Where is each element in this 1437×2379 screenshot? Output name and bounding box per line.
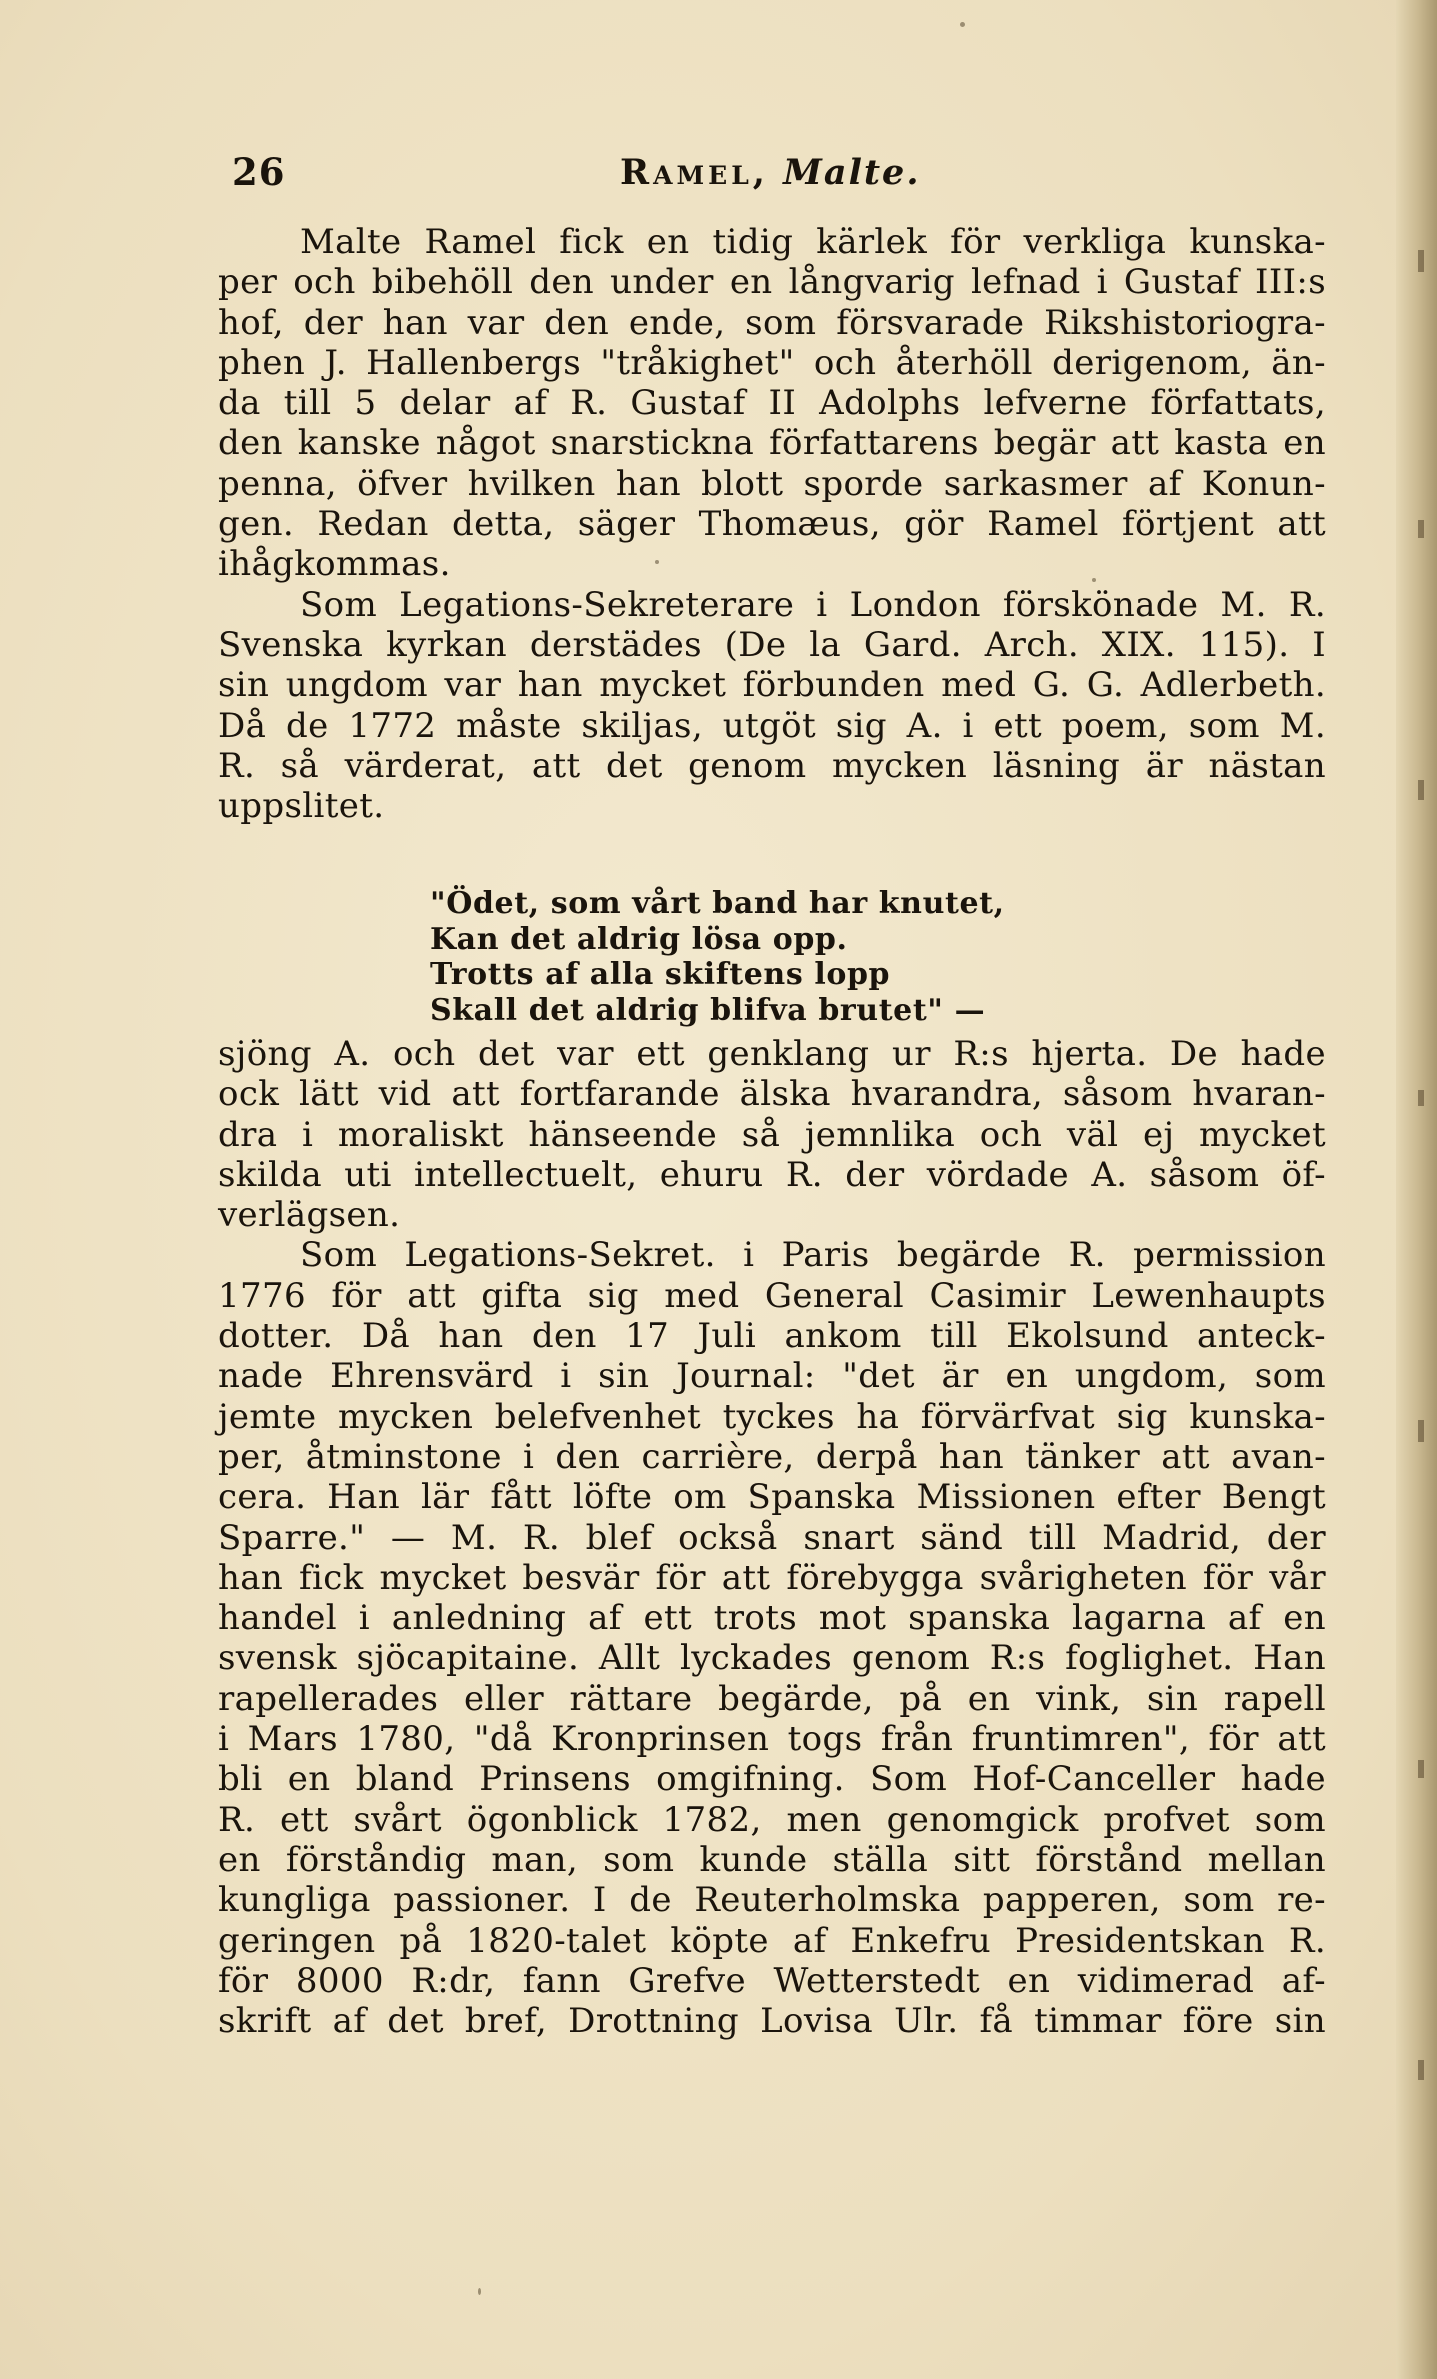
paper-speck [960,22,965,27]
text-line: en förståndig man, som kunde ställa sitt förstånd mellan [218,1839,1326,1880]
text-line: geringen på 1820-talet köpte af Enkefru Presidentskan R. [218,1920,1326,1961]
edge-mark [1418,2060,1424,2080]
text-line: han fick mycket besvär för att förebygga svårigheten för vår [218,1557,1326,1598]
text-line: phen J. Hallenbergs "tråkighet" och återhöll derigenom, än- [218,342,1326,383]
text-line: Då de 1772 måste skiljas, utgöt sig A. i ett poem, som M. [218,705,1326,746]
running-head-surname: Ramel, [620,152,769,193]
body-text-lower [218,1034,1326,2041]
text-line: ihågkommas. [218,544,451,585]
text-line: jemte mycken belefvenhet tyckes ha förvärfvat sig kunska- [218,1396,1326,1437]
text-line: den kanske något snarstickna författarens begär att kasta en [218,423,1326,464]
verse-line: Kan det aldrig lösa opp. [430,921,848,957]
page-number: 26 [232,150,286,194]
text-line: 1776 för att gifta sig med General Casimir Lewenhaupts [218,1275,1326,1316]
text-line: cera. Han lär fått löfte om Spanska Missionen efter Bengt [218,1477,1326,1518]
text-line: handel i anledning af ett trots mot spanska lagarna af en [218,1598,1326,1639]
text-line: Svenska kyrkan derstädes (De la Gard. Arch. XIX. 115). I [218,624,1326,665]
verse-line: Trotts af alla skiftens lopp [430,957,891,992]
text-line: verlägsen. [218,1195,401,1236]
text-line: ock lätt vid att fortfarande älska hvarandra, såsom hvaran- [218,1074,1326,1115]
edge-mark [1418,1420,1424,1442]
body-text-upper [218,222,1326,826]
verse-quotation [430,886,1005,1028]
text-line: da till 5 delar af R. Gustaf II Adolphs lefverne författats, [218,383,1326,424]
edge-mark [1418,520,1424,538]
text-line: bli en bland Prinsens omgifning. Som Hof-Canceller hade [218,1759,1326,1800]
text-line: R. ett svårt ögonblick 1782, men genomgick profvet som [218,1799,1326,1840]
text-line: per och bibehöll den under en långvarig lefnad i Gustaf III:s [218,262,1326,303]
edge-mark [1418,250,1424,272]
edge-mark [1418,1760,1424,1778]
text-line: penna, öfver hvilken han blott sporde sarkasmer af Konun- [218,463,1326,504]
page-gutter-shadow [1396,0,1437,2379]
text-line: svensk sjöcapitaine. Allt lyckades genom R:s foglighet. Han [218,1638,1326,1679]
text-line: dra i moraliskt hänseende så jemnlika och väl ej mycket [218,1114,1326,1155]
text-line: Som Legations-Sekret. i Paris begärde R. permission [300,1235,1326,1276]
text-line: uppslitet. [218,786,385,827]
verse-line: Skall det aldrig blifva brutet" — [430,992,986,1028]
text-line: sjöng A. och det var ett genklang ur R:s hjerta. De hade [218,1034,1326,1074]
text-line: i Mars 1780, "då Kronprinsen togs från fruntimren", för att [218,1719,1326,1760]
running-head-forename: Malte. [783,152,921,193]
text-line: skilda uti intellectuelt, ehuru R. der vördade A. såsom öf- [218,1154,1326,1195]
text-line: sin ungdom var han mycket förbunden med G. G. Adlerbeth. [218,665,1326,706]
text-line: kungliga passioner. I de Reuterholmska papperen, som re- [218,1880,1326,1921]
text-line: dotter. Då han den 17 Juli ankom till Ekolsund anteck- [218,1316,1326,1357]
text-line: skrift af det bref, Drottning Lovisa Ulr. få timmar före sin [218,2001,1326,2042]
page-header [0,150,1437,210]
text-line: R. så värderat, att det genom mycken läsning är nästan [218,745,1326,786]
text-line: rapellerades eller rättare begärde, på en vink, sin rapell [218,1678,1326,1719]
text-line: nade Ehrensvärd i sin Journal: "det är en ungdom, som [218,1356,1326,1397]
text-line: per, åtminstone i den carrière, derpå han tänker att avan- [218,1436,1326,1477]
text-line: Som Legations-Sekreterare i London förskönade M. R. [300,584,1326,625]
running-head [620,152,921,193]
edge-mark [1418,1090,1424,1106]
text-line: Malte Ramel fick en tidig kärlek för verkliga kunska- [300,222,1326,262]
verse-line: "Ödet, som vårt band har knutet, [430,886,1005,921]
text-line: för 8000 R:dr, fann Grefve Wetterstedt en vidimerad af- [218,1960,1326,2001]
text-line: Sparre." — M. R. blef också snart sänd till Madrid, der [218,1517,1326,1558]
text-line: gen. Redan detta, säger Thomæus, gör Ramel förtjent att [218,504,1326,545]
edge-mark [1418,780,1424,800]
paper-speck [478,2288,481,2295]
text-line: hof, der han var den ende, som försvarade Rikshistoriogra- [218,302,1326,343]
